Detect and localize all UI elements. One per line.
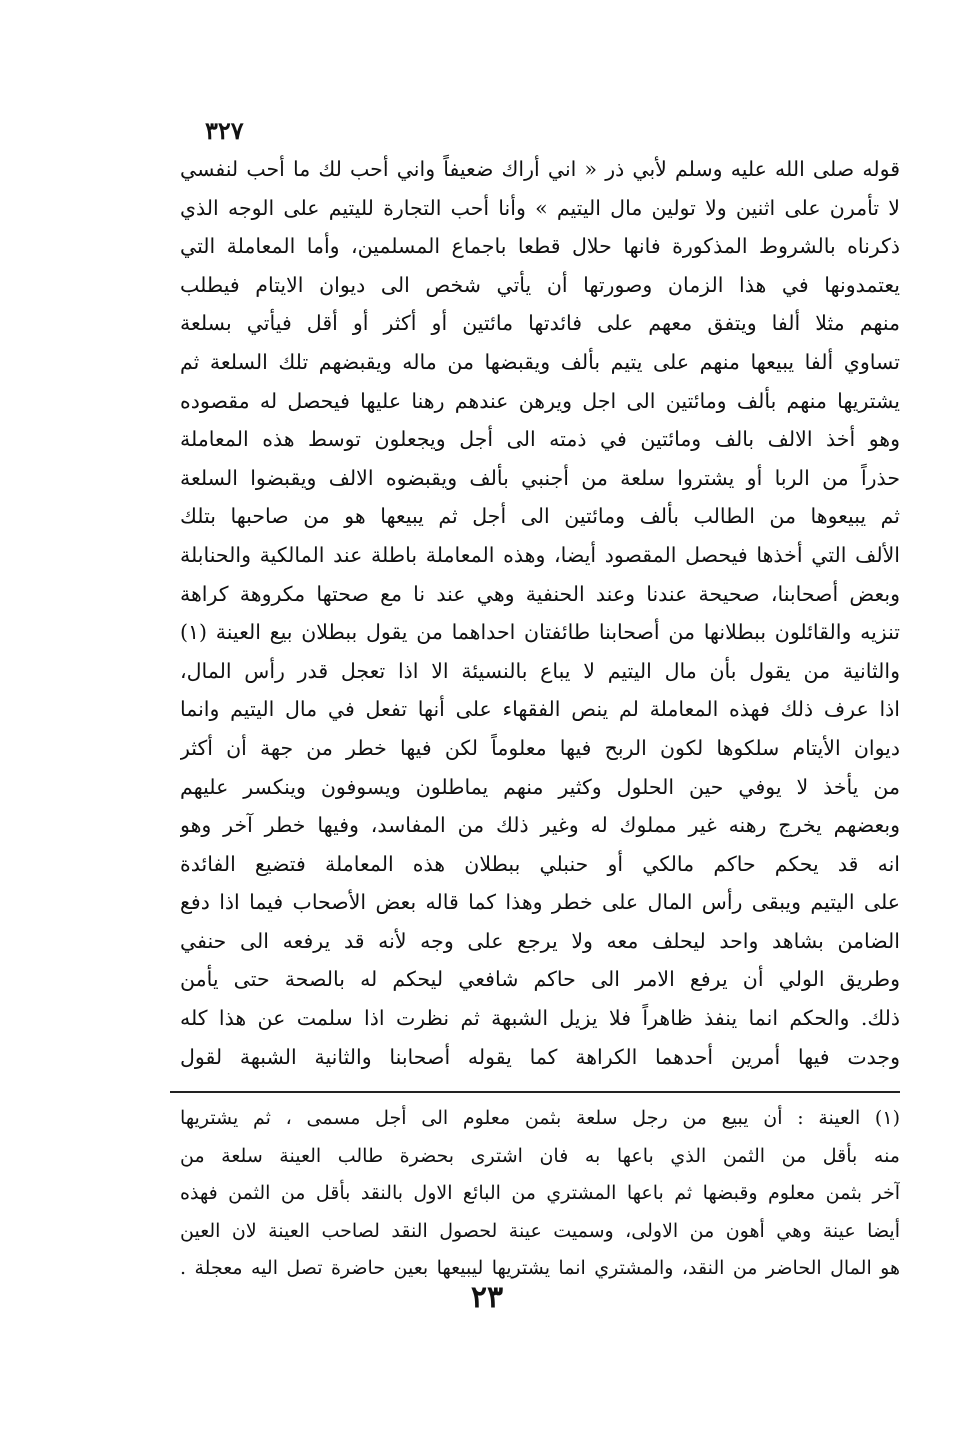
text-line: وبعض أصحابنا، صحيحة عندنا وعند الحنفية وهي عند نا مع صحتها مكروهة كراهة (180, 581, 900, 606)
text-line: وهو أخذ الالف بالف ومائتين في ذمته الى أجل ويجعلون توسط هذه المعاملة (180, 427, 900, 452)
text-line: ديوان الأيتام سلكوها لكون الربح فيها معلوماً لكن فيها خطر من جهة أن أكثر (180, 735, 900, 760)
text-line: من يأخذ لا يوفي حين الحلول وكثير منهم يماطلون ويسوفون وينكسر عليهم (180, 774, 900, 799)
footnotes (180, 1100, 900, 1288)
footnote-line: هو المال الحاضر من النقد، والمشتري انما يشتريها ليبيعها بعين حاضرة تصل اليه معجلة . (180, 1257, 900, 1279)
folio-number: ٢٣ (470, 1280, 504, 1315)
text-line: الضامن بشاهد واحد ليحلف معه ولا يرجع على وجه لأنه قد يرفعه الى حنفي (180, 928, 900, 953)
main-text (180, 150, 900, 1076)
text-line: تساوي ألفا يبيعها منهم على يتيم بألف ويقبضها من ماله ويقبضهم تلك السلعة ثم (180, 349, 900, 374)
text-line: اذا عرف ذلك فهذه المعاملة لم ينص الفقهاء على أنها تفعل في مال اليتيم وانما (180, 697, 900, 722)
text-line: ذكرناه بالشروط المذكورة فانها حلال قطعا باجماع المسلمين، وأما المعاملة التي (180, 234, 900, 259)
text-line: منهم مثلا ألفا ويتفق معهم على فائدتها مائتين أو أكثر أو أقل فيأتي بسلعة (180, 311, 900, 336)
text-line: انه قد يحكم حاكم مالكي أو حنبلي ببطلان هذه المعاملة فتضيع الفائدة (180, 851, 900, 876)
text-line: يعتمدونها في هذا الزمان وصورتها أن يأتي شخص الى ديوان الايتام فيطلب (180, 272, 900, 297)
text-line: وجدت فيها أمرين أحدهما الكراهة كما يقوله أصحابنا والثانية الشبهة لقول (180, 1044, 900, 1069)
footnote-line: (١) العينة : أن يبيع من رجل سلعة بثمن معلوم الى أجل مسمى ، ثم يشتريها (180, 1107, 900, 1129)
text-line: الألف التي أخذها فيحصل المقصود أيضا، وهذه المعاملة باطلة عند المالكية والحنابلة (180, 542, 900, 567)
text-line: يشتريها منهم بألف ومائتين الى اجل ويرهن عندهم رهنا عليها فيحصل له مقصوده (180, 388, 900, 413)
footnote-line: منه بأقل من الثمن الذي باعها به فان اشترى بحضرة طالب العينة سلعة من (180, 1144, 900, 1167)
footnote-divider (170, 1091, 900, 1093)
text-line: وطريق الولي أن يرفع الامر الى حاكم شافعي ليحكم له بالصحة حتى يأمن (180, 967, 900, 992)
text-line: ذلك. والحكم انما ينفذ ظاهراً فلا يزيل الشبهة ثم نظرت اذا سلمت عن هذا كله (180, 1006, 900, 1031)
text-line: وبعضهم يخرج رهنه غير مملوك له وغير ذلك من المفاسد، وفيها خطر آخر وهو (180, 813, 900, 838)
footnote-line: أيضا عينة وهي أهون من الاولى، وسميت عينة لحصول النقد لصاحب العينة لان العين (180, 1219, 900, 1242)
text-line: قوله صلى الله عليه وسلم لأبي ذر « اني أراك ضعيفاً واني أحب لك ما أحب لنفسي (180, 157, 900, 181)
text-line: حذراً من الربا أو يشتروا سلعة من أجنبي بألف ويقبضوه الالف ويقبضوا السلعة (180, 465, 900, 490)
text-line: على اليتيم ويبقى رأس المال على خطر وهذا كما قاله بعض الأصحاب فيما اذا دفع (180, 890, 900, 915)
page-number: ٣٢٧ (205, 116, 244, 145)
footnote-line: آخر بثمن معلوم وقبضها ثم باعها المشتري من البائع الاول بالنقد بأقل من الثمن فهذه (180, 1182, 900, 1204)
text-line: والثانية من يقول بأن مال اليتيم لا يباع بالنسيئة الا اذا تعجل قدر رأس المال، (180, 658, 900, 683)
text-line: ثم يبيعوها من الطالب بألف ومائتين الى أجل ثم يبيعها هو من صاحبها بتلك (180, 504, 900, 529)
text-line: تنزيه والقائلون ببطلانها من أصحابنا طائفتان احداهما من يقول ببطلان بيع العينة (١) (180, 620, 900, 645)
text-line: لا تأمرن على اثنين ولا تولين مال اليتيم » وأنا أحب التجارة لليتيم على الوجه الذي (180, 195, 900, 220)
